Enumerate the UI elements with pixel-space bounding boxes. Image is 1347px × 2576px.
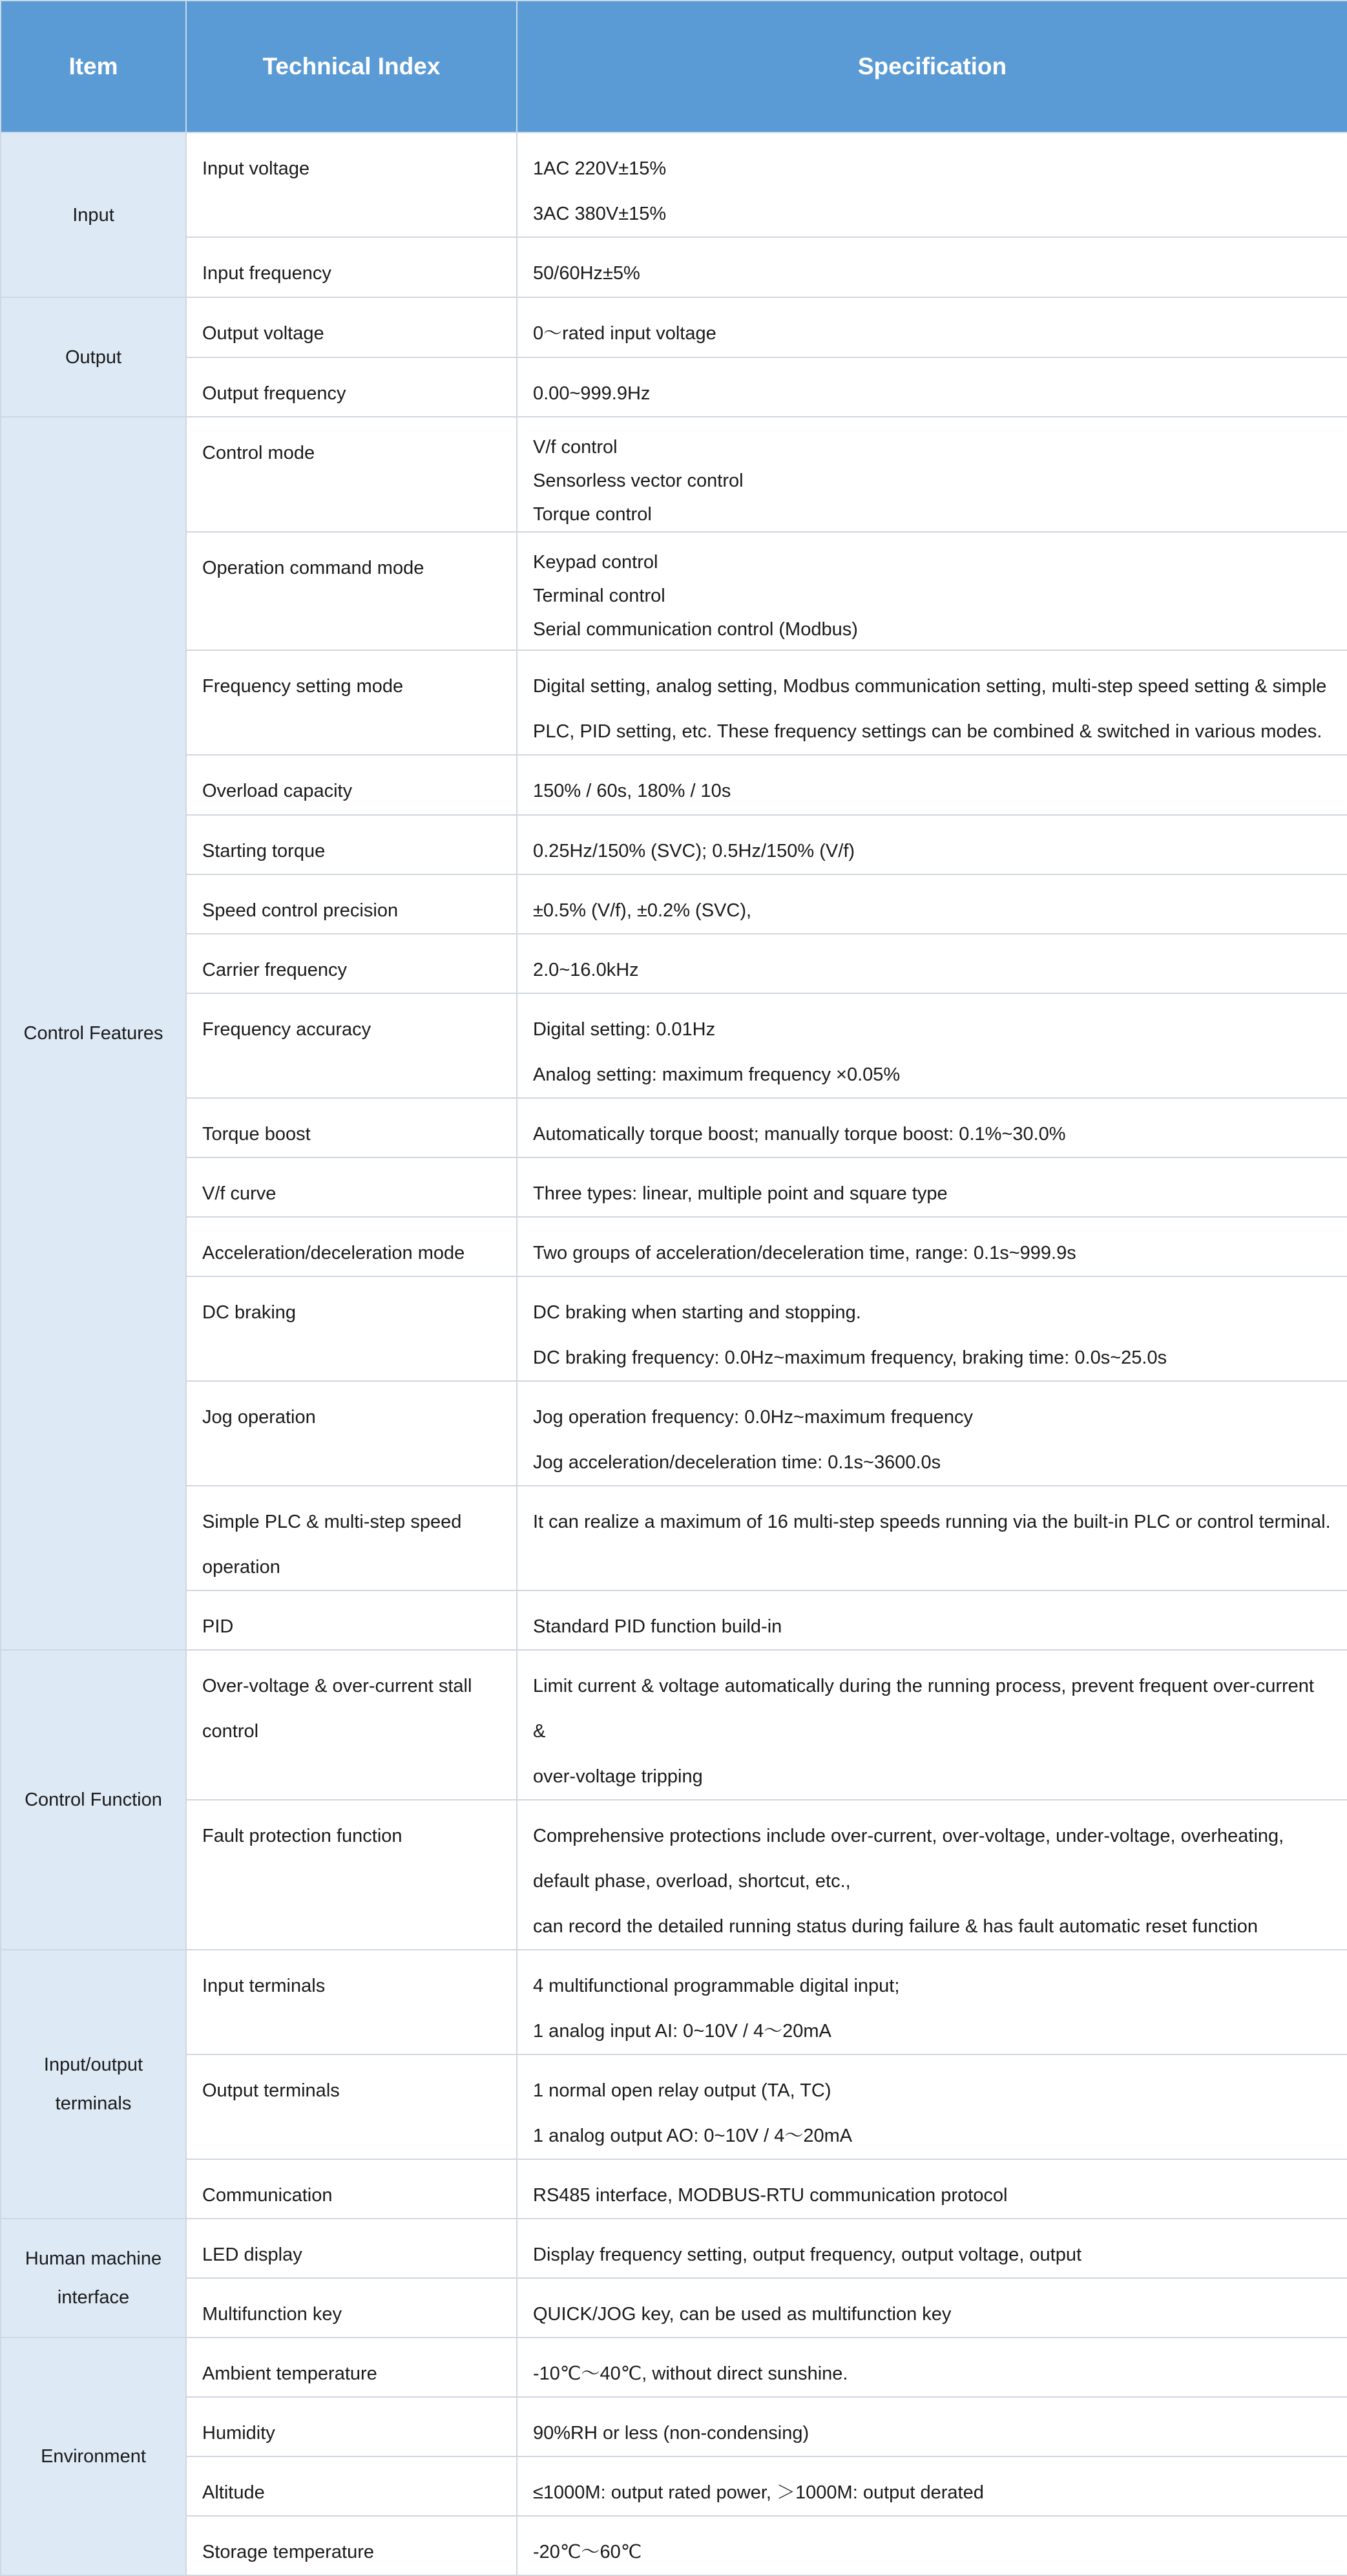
table-row: [1, 237, 1347, 297]
technical-index-cell: DC braking: [186, 1276, 517, 1381]
header-specification: Specification: [517, 1, 1347, 132]
specification-line: 0.00~999.9Hz: [533, 383, 651, 404]
technical-index-cell: Ambient temperature: [186, 2338, 517, 2397]
specification-cell: [517, 993, 1347, 1098]
specification-cell: [517, 2278, 1347, 2338]
specification-line: Limit current & voltage automatically during the running process, prevent frequent over-current &: [533, 1676, 1314, 1742]
specification-cell: [517, 1590, 1347, 1650]
technical-index-cell: Output frequency: [186, 357, 517, 417]
table-row: [1, 2397, 1347, 2456]
table-row: [1, 2456, 1347, 2516]
technical-index-cell: Acceleration/deceleration mode: [186, 1217, 517, 1276]
table-row: [1, 357, 1347, 417]
technical-index-cell: Humidity: [186, 2397, 517, 2456]
specification-cell: [517, 874, 1347, 934]
specification-cell: [517, 2054, 1347, 2159]
specification-line: 1 normal open relay output (TA, TC): [533, 2080, 831, 2101]
specification-line: 1AC 220V±15%: [533, 158, 667, 179]
technical-index-cell: Input frequency: [186, 237, 517, 297]
specification-cell: [517, 237, 1347, 297]
specification-line: Jog acceleration/deceleration time: 0.1s~3600.0s: [533, 1452, 941, 1473]
table-row: [1, 417, 1347, 532]
technical-index-cell: Overload capacity: [186, 755, 517, 815]
specification-line: -20℃～60℃: [533, 2542, 642, 2562]
technical-index-cell: Speed control precision: [186, 874, 517, 934]
table-row: [1, 1098, 1347, 1157]
specification-cell: [517, 1276, 1347, 1381]
technical-index-cell: Torque boost: [186, 1098, 517, 1157]
specification-cell: [517, 650, 1347, 755]
specification-cell: [517, 2456, 1347, 2516]
specification-cell: [517, 2338, 1347, 2397]
specification-line: Digital setting, analog setting, Modbus communication setting, multi-step speed setting & simple: [533, 676, 1327, 697]
specification-line: QUICK/JOG key, can be used as multifunction key: [533, 2304, 952, 2325]
table-row: [1, 532, 1347, 650]
table-row: [1, 755, 1347, 815]
specification-line: 1 analog input AI: 0~10V / 4～20mA: [533, 2021, 831, 2042]
specification-line: 4 multifunctional programmable digital input;: [533, 1976, 900, 1996]
specification-line: Comprehensive protections include over-current, over-voltage, under-voltage, overheating,: [533, 1826, 1284, 1846]
technical-index-cell: Input terminals: [186, 1950, 517, 2054]
table-row: [1, 2219, 1347, 2278]
table-row: [1, 650, 1347, 755]
specification-cell: [517, 2397, 1347, 2456]
table-row: [1, 2159, 1347, 2219]
specification-line: Automatically torque boost; manually torque boost: 0.1%~30.0%: [533, 1124, 1066, 1145]
specification-cell: [517, 1157, 1347, 1217]
specification-cell: [517, 934, 1347, 993]
table-row: [1, 2516, 1347, 2575]
table-row: [1, 1157, 1347, 1217]
table-row: [1, 1276, 1347, 1381]
specification-line: Digital setting: 0.01Hz: [533, 1019, 716, 1040]
table-row: [1, 1486, 1347, 1590]
specification-line: Terminal control: [533, 586, 665, 606]
specification-line: PLC, PID setting, etc. These frequency settings can be combined & switched in various modes.: [533, 721, 1322, 742]
technical-index-cell: Frequency accuracy: [186, 993, 517, 1098]
specification-line: 50/60Hz±5%: [533, 263, 640, 284]
technical-index-cell: Input voltage: [186, 132, 517, 237]
technical-index-cell: Control mode: [186, 417, 517, 532]
specification-cell: [517, 1381, 1347, 1486]
technical-index-cell: Storage temperature: [186, 2516, 517, 2575]
specification-line: 150% / 60s, 180% / 10s: [533, 781, 731, 801]
specification-cell: [517, 2159, 1347, 2219]
specification-cell: [517, 132, 1347, 237]
specification-cell: [517, 755, 1347, 815]
specification-cell: [517, 815, 1347, 874]
specification-line: default phase, overload, shortcut, etc.,: [533, 1871, 851, 1892]
table-row: [1, 1590, 1347, 1650]
specification-line: Analog setting: maximum frequency ×0.05%: [533, 1064, 901, 1085]
category-cell: Output: [1, 297, 186, 417]
technical-index-cell: Output voltage: [186, 297, 517, 357]
technical-index-cell: V/f curve: [186, 1157, 517, 1217]
category-cell: Human machine interface: [1, 2219, 186, 2338]
header-row: [1, 1, 1347, 132]
table-row: [1, 1381, 1347, 1486]
specification-cell: [517, 2219, 1347, 2278]
specification-line: over-voltage tripping: [533, 1766, 703, 1787]
specification-line: Standard PID function build-in: [533, 1616, 782, 1637]
category-cell: Input: [1, 132, 186, 297]
specification-line: Sensorless vector control: [533, 470, 744, 491]
technical-index-cell: Over-voltage & over-current stall control: [186, 1650, 517, 1800]
technical-index-cell: Starting torque: [186, 815, 517, 874]
table-row: [1, 2054, 1347, 2159]
specification-line: 1 analog output AO: 0~10V / 4～20mA: [533, 2126, 853, 2146]
specification-line: 90%RH or less (non-condensing): [533, 2423, 809, 2444]
technical-index-cell: Output terminals: [186, 2054, 517, 2159]
specification-line: Jog operation frequency: 0.0Hz~maximum frequency: [533, 1407, 974, 1428]
specification-line: 0～rated input voltage: [533, 323, 716, 344]
specification-cell: [517, 1486, 1347, 1590]
specification-cell: [517, 1217, 1347, 1276]
specification-cell: [517, 1650, 1347, 1800]
table-row: [1, 297, 1347, 357]
specification-line: 3AC 380V±15%: [533, 204, 667, 224]
table-row: [1, 934, 1347, 993]
header-item: Item: [1, 1, 186, 132]
category-cell: Input/output terminals: [1, 1950, 186, 2219]
spec-body: [1, 132, 1347, 2575]
specification-line: 0.25Hz/150% (SVC); 0.5Hz/150% (V/f): [533, 841, 855, 861]
specification-line: ±0.5% (V/f), ±0.2% (SVC),: [533, 900, 752, 921]
specification-line: DC braking frequency: 0.0Hz~maximum frequency, braking time: 0.0s~25.0s: [533, 1347, 1167, 1368]
table-row: [1, 132, 1347, 237]
specification-line: RS485 interface, MODBUS-RTU communication protocol: [533, 2185, 1008, 2206]
specification-line: can record the detailed running status during failure & has fault automatic reset function: [533, 1916, 1258, 1937]
technical-index-cell: Operation command mode: [186, 532, 517, 650]
technical-index-cell: Jog operation: [186, 1381, 517, 1486]
table-row: [1, 993, 1347, 1098]
specification-line: Two groups of acceleration/deceleration time, range: 0.1s~999.9s: [533, 1243, 1076, 1263]
specification-line: Three types: linear, multiple point and square type: [533, 1183, 948, 1204]
specification-cell: [517, 1800, 1347, 1950]
table-row: [1, 1217, 1347, 1276]
specification-line: V/f control: [533, 437, 618, 458]
table-row: [1, 2338, 1347, 2397]
table-row: [1, 1950, 1347, 2054]
category-cell: Control Function: [1, 1650, 186, 1950]
technical-index-cell: Carrier frequency: [186, 934, 517, 993]
technical-index-cell: Fault protection function: [186, 1800, 517, 1950]
table-row: [1, 815, 1347, 874]
specification-line: It can realize a maximum of 16 multi-step speeds running via the built-in PLC or control terminal.: [533, 1512, 1331, 1532]
technical-index-cell: Altitude: [186, 2456, 517, 2516]
specification-line: Serial communication control (Modbus): [533, 619, 858, 640]
specification-cell: [517, 532, 1347, 650]
specification-cell: [517, 417, 1347, 532]
specification-line: Torque control: [533, 504, 652, 525]
table-row: [1, 874, 1347, 934]
specification-cell: [517, 1950, 1347, 2054]
technical-index-cell: Simple PLC & multi-step speed operation: [186, 1486, 517, 1590]
specification-cell: [517, 357, 1347, 417]
category-cell: Environment: [1, 2338, 186, 2575]
table-row: [1, 1650, 1347, 1800]
specification-cell: [517, 2516, 1347, 2575]
technical-index-cell: PID: [186, 1590, 517, 1650]
technical-index-cell: Multifunction key: [186, 2278, 517, 2338]
specification-cell: [517, 1098, 1347, 1157]
specification-line: Keypad control: [533, 552, 658, 573]
table-row: [1, 2278, 1347, 2338]
technical-index-cell: LED display: [186, 2219, 517, 2278]
technical-index-cell: Communication: [186, 2159, 517, 2219]
specification-cell: [517, 297, 1347, 357]
table-row: [1, 1800, 1347, 1950]
specification-line: -10℃～40℃, without direct sunshine.: [533, 2363, 848, 2384]
category-cell: Control Features: [1, 417, 186, 1650]
specification-line: DC braking when starting and stopping.: [533, 1302, 861, 1323]
specification-line: 2.0~16.0kHz: [533, 960, 639, 980]
technical-index-cell: Frequency setting mode: [186, 650, 517, 755]
specification-line: ≤1000M: output rated power, ＞1000M: output derated: [533, 2482, 984, 2503]
specification-line: Display frequency setting, output frequency, output voltage, output: [533, 2244, 1082, 2265]
header-technical-index: Technical Index: [186, 1, 517, 132]
